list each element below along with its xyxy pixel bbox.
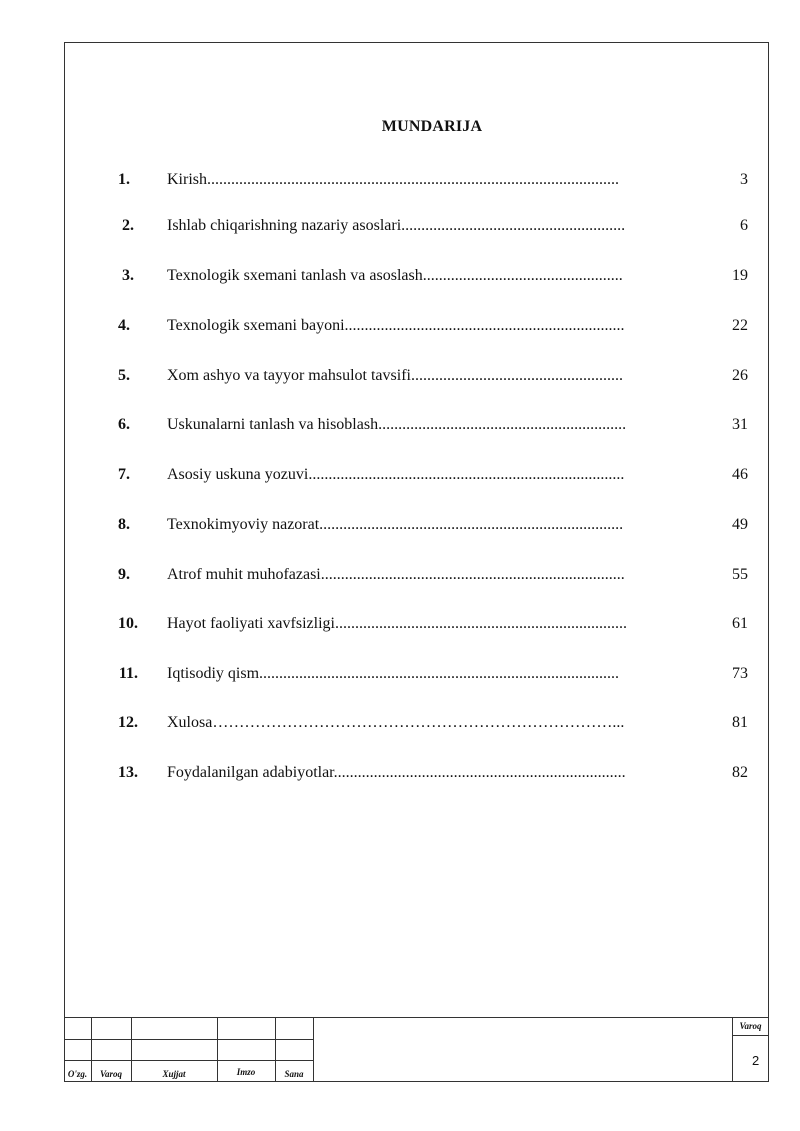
toc-row: [0, 466, 800, 486]
toc-row: [0, 367, 800, 387]
toc-row: [0, 416, 800, 436]
toc-row: [0, 566, 800, 586]
stamp-label-sheet: Varoq: [99, 1069, 122, 1079]
toc-row: [0, 171, 800, 191]
toc-number: 3.: [122, 267, 134, 284]
toc-row: [0, 317, 800, 337]
toc-number: 12.: [118, 714, 138, 731]
toc-row: [0, 267, 800, 287]
toc-page-number: 46: [732, 466, 748, 483]
toc-number: 1.: [118, 171, 130, 188]
page-frame: [64, 42, 769, 1082]
toc-number: 9.: [118, 566, 130, 583]
toc-number: 8.: [118, 516, 130, 533]
toc-title: Xulosa…………………………………………………………………...: [167, 714, 625, 731]
toc-title: Iqtisodiy qism..........................................................................................: [167, 665, 620, 682]
toc-row: [0, 217, 800, 237]
toc-title: Texnologik sxemani bayoni......................................................................: [167, 317, 625, 334]
toc-page-number: 61: [732, 615, 748, 632]
toc-page-number: 22: [732, 317, 748, 334]
toc-number: 4.: [118, 317, 130, 334]
toc-title: Asosiy uskuna yozuvi...............................................................................: [167, 466, 625, 483]
toc-page-number: 6: [740, 217, 748, 234]
toc-title: Xom ashyo va tayyor mahsulot tavsifi.....................................................: [167, 367, 623, 384]
toc-title: Foydalanilgan adabiyotlar.........................................................................: [167, 764, 626, 781]
toc-page-number: 3: [740, 171, 748, 188]
toc-title: Kirish.......................................................................................................: [167, 171, 619, 188]
toc-number: 10.: [118, 615, 138, 632]
toc-page-number: 31: [732, 416, 748, 433]
toc-page-number: 26: [732, 367, 748, 384]
toc-title: Atrof muhit muhofazasi............................................................................: [167, 566, 625, 583]
toc-row: [0, 615, 800, 635]
toc-page-number: 49: [732, 516, 748, 533]
toc-number: 11.: [118, 665, 138, 682]
title-block-stamp: [64, 1017, 769, 1082]
toc-row: [0, 764, 800, 784]
toc-title: Ishlab chiqarishning nazariy asoslari........................................................: [167, 217, 626, 234]
sheet-number: 2: [752, 1053, 760, 1068]
toc-page-number: 55: [732, 566, 748, 583]
toc-row: [0, 516, 800, 536]
toc-page-number: 82: [732, 764, 748, 781]
stamp-label-date: Sana: [284, 1069, 304, 1079]
toc-number: 7.: [118, 466, 130, 483]
stamp-label-change: O'zg.: [67, 1069, 88, 1079]
toc-page-number: 19: [732, 267, 748, 284]
toc-row: [0, 665, 800, 685]
toc-title: Hayot faoliyati xavfsizligi.........................................................................: [167, 615, 627, 632]
toc-page-number: 81: [732, 714, 748, 731]
toc-title: Texnokimyoviy nazorat............................................................................: [167, 516, 624, 533]
toc-page-number: 73: [732, 665, 748, 682]
toc-row: [0, 714, 800, 734]
toc-number: 5.: [118, 367, 130, 384]
stamp-label-document: Xujjat: [162, 1069, 186, 1079]
stamp-label-signature: Imzo: [236, 1067, 256, 1077]
toc-number: 2.: [122, 217, 134, 234]
stamp-label-sheet-right: Varoq: [739, 1021, 762, 1031]
page-title: MUNDARIJA: [381, 118, 483, 135]
toc-title: Texnologik sxemani tanlash va asoslash..................................................: [167, 267, 623, 284]
toc-title: Uskunalarni tanlash va hisoblash..............................................................: [167, 416, 627, 433]
toc-number: 13.: [118, 764, 138, 781]
toc-number: 6.: [118, 416, 130, 433]
